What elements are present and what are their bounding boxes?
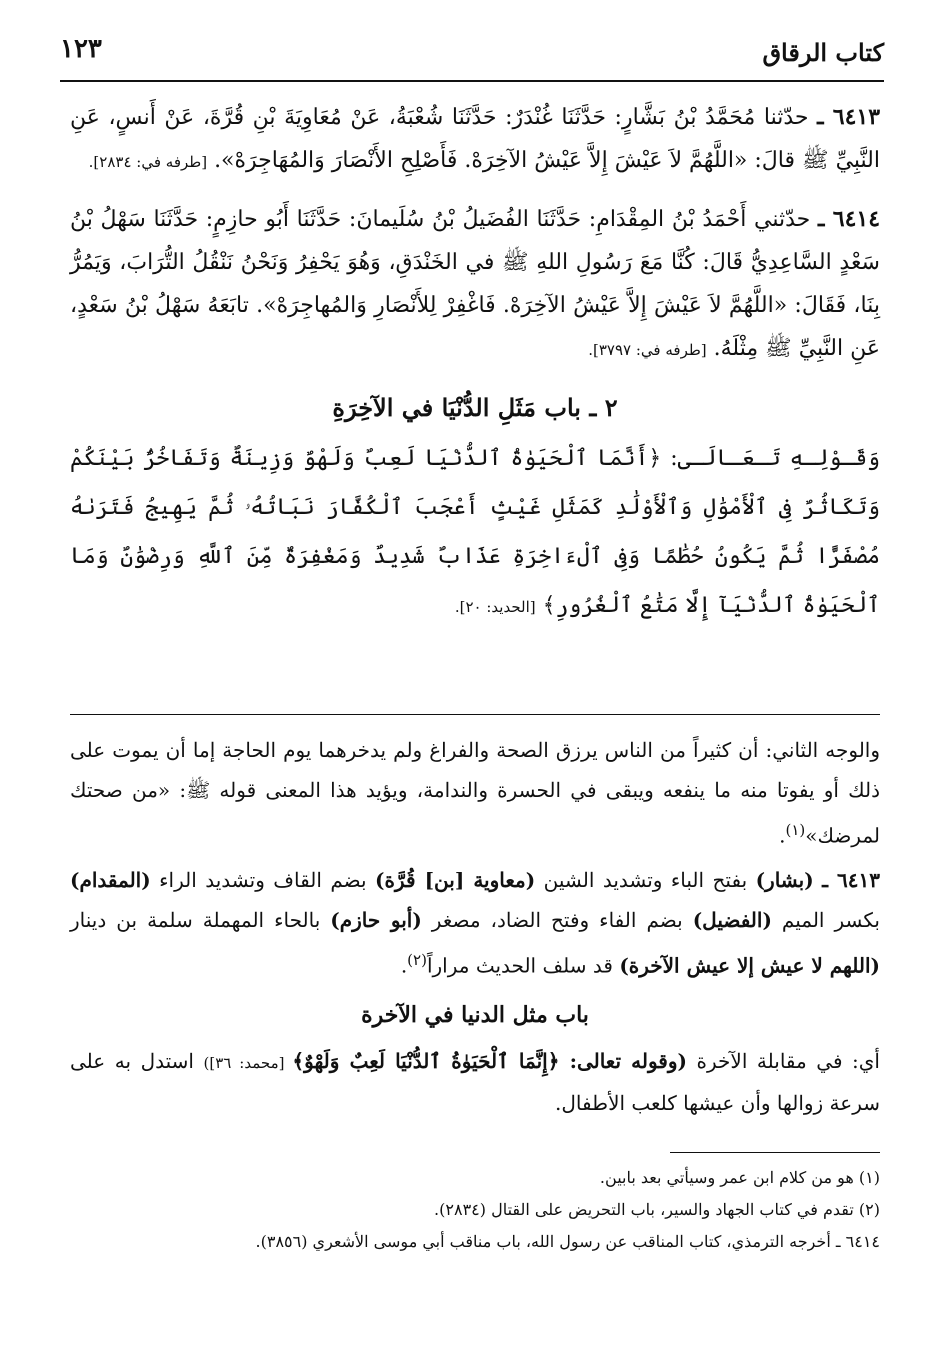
commentary-text: بكسر الميم	[771, 907, 880, 932]
chapter-heading: ٢ ـ باب مَثَلِ الدُّنْيَا في الآخِرَةِ	[332, 393, 618, 422]
footnote-rule	[670, 1152, 880, 1153]
footnote: (٢) تقدم في كتاب الجهاد والسير، باب التحريض على القتال (٢٨٣٤).	[434, 1200, 880, 1219]
hadith-6413	[70, 96, 880, 184]
footnote: (١) هو من كلام ابن عمر وسيأتي بعد بابين.	[599, 1168, 880, 1187]
commentary-text: والوجه الثاني: أن كثيراً من الناس يرزق الصحة والفراغ ولم يدخرهما يوم الحاجة إما أن يموت على ذلك أو يفوتا منه ما ينفعه ويبقى في الحسرة والندامة، ويؤيد هذا المعنى قوله ﷺ: «من صحتك لمرضك»	[70, 738, 880, 848]
main-text	[70, 96, 880, 632]
footnote-marker: (٢)	[407, 950, 427, 969]
quran-verse: ﴿أَنَّمَا ٱلْحَيَوٰةُ ٱلدُّنْيَا لَعِبٌ وَلَهْوٌ وَزِينَةٌ وَتَفَاخُرٌۢ بَيْنَكُمْ وَتَكَاثُرٌ فِى ٱلْأَمْوَٰلِ وَٱلْأَوْلَٰدِ كَمَثَلِ غَيْثٍ أَعْجَبَ ٱلْكُفَّارَ نَبَاتُهُۥ ثُمَّ يَهِيجُ فَتَرَىٰهُ مُصْفَرًّا ثُمَّ يَكُونُ حُطَٰمًا وَفِى ٱلْءَاخِرَةِ عَذَابٌ شَدِيدٌ وَمَغْفِرَةٌ مِّنَ ٱللَّهِ وَرِضْوَٰنٌ وَمَا ٱلْحَيَوٰةُ ٱلدُّنْيَآ إِلَّا مَتَٰعُ ٱلْغُرُورِ﴾	[70, 446, 880, 618]
term: (بشار)	[755, 867, 814, 892]
term: (الفضيل)	[692, 907, 772, 932]
hadith-number: ٦٤١٣ ـ	[822, 867, 881, 892]
quran-intro: وَقَـوْلِـهِ تَـعَـالَـى:	[670, 446, 881, 471]
term: (اللهم لا عيش إلا عيش الآخرة)	[619, 953, 880, 978]
punctuation: .	[779, 823, 786, 848]
cross-reference: [طرفه في: ٣٧٩٧].	[588, 341, 707, 359]
quran-reference: [محمد: ٣٦])	[203, 1054, 293, 1073]
hadith-6414	[70, 198, 880, 372]
term: (أبو حازم)	[330, 907, 422, 932]
hadith-text: حدّثنا مُحَمَّدُ بْنُ بَشَّارٍ: حَدَّثَنَا غُنْدَرٌ: حَدَّثَنَا شُعْبَةُ، عَنْ مُعَاوِيَةَ بْنِ قُرَّةَ، عَنْ أَنسٍ، عَنِ النَّبِيِّ ﷺ قالَ: «اللَّهُمَّ لاَ عَيْشَ إِلاَّ عَيْشُ الآخِرَهْ. فَأَصْلِحِ الأَنْصَارَ وَالمُهَاجِرَهْ».	[70, 105, 880, 173]
commentary-text: بالحاء المهملة سلمة بن دينار	[70, 907, 331, 932]
commentary-text: بضم القاف وتشديد الراء	[150, 867, 375, 892]
commentary-text: قد سلف الحديث مراراً	[426, 953, 620, 978]
quran-passage	[70, 434, 880, 632]
running-title: كتاب الرقاق	[762, 38, 884, 67]
commentary-paragraph	[70, 860, 880, 986]
footnote: ٦٤١٤ ـ أخرجه الترمذي، كتاب المناقب عن رسول الله، باب مناقب أبي موسى الأشعري (٣٨٥٦).	[255, 1232, 880, 1251]
commentary	[70, 730, 880, 1127]
hadith-number: ٦٤١٤ ـ	[817, 206, 881, 232]
term: (معاوية [بن] قُرَّة)	[374, 867, 536, 892]
term: (المقدام)	[70, 867, 151, 892]
commentary-chapter-heading: باب مثل الدنيا في الآخرة	[361, 1002, 589, 1029]
commentary-paragraph	[70, 730, 880, 856]
punctuation: .	[400, 953, 408, 978]
hadith-number: ٦٤١٣ ـ	[817, 104, 881, 130]
commentary-paragraph	[70, 1041, 880, 1123]
cross-reference: [طرفه في: ٢٨٣٤].	[88, 153, 208, 171]
commentary-text: بضم الفاء وفتح الضاد، مصغر	[421, 907, 693, 932]
page-header	[60, 30, 884, 78]
quran-reference: [الحديد: ٢٠].	[454, 598, 536, 616]
commentary-text: استدل به على سرعة زوالها وأن عيشها كلعب الأطفال.	[70, 1049, 880, 1116]
term: (وقوله تعالى: ﴿إِنَّمَا ٱلْحَيَوٰةُ ٱلدُّنْيَا لَعِبٌ وَلَهْوٌ﴾	[292, 1049, 687, 1074]
footnotes	[70, 1162, 880, 1258]
commentary-text: بفتح الباء وتشديد الشين	[535, 867, 756, 892]
footnote-marker: (١)	[785, 821, 806, 839]
header-rule	[60, 80, 884, 82]
page-number: ١٢٣	[60, 34, 102, 64]
commentary-text: أي: في مقابلة الآخرة	[687, 1049, 880, 1074]
commentary-divider	[70, 714, 880, 715]
hadith-text: حدّثني أَحْمَدُ بْنُ المِقْدَامِ: حَدَّثَنَا الفُضَيلُ بْنُ سُلَيمانَ: حَدَّثَنَا أَبُو حازِمٍ: حَدَّثَنَا سَهْلُ بْنُ سَعْدٍ السَّاعِدِيُّ قَالَ: كُنَّا مَعَ رَسُولِ اللهِ ﷺ في الخَنْدَقِ، وَهُوَ يَحْفِرُ وَنَحْنُ نَنْقُلُ التُّرَابَ، وَيَمُرُّ بِنَا، فَقَالَ: «اللَّهُمَّ لاَ عَيْشَ إِلاَّ عَيْشُ الآخِرَهْ. فَاغْفِرْ لِلأَنْصَارِ وَالمُهاجِرَهْ». تابَعَهُ سَهْلُ بْنُ سَعْدٍ، عَنِ النَّبِيِّ ﷺ مِثْلَهُ.	[70, 207, 880, 361]
